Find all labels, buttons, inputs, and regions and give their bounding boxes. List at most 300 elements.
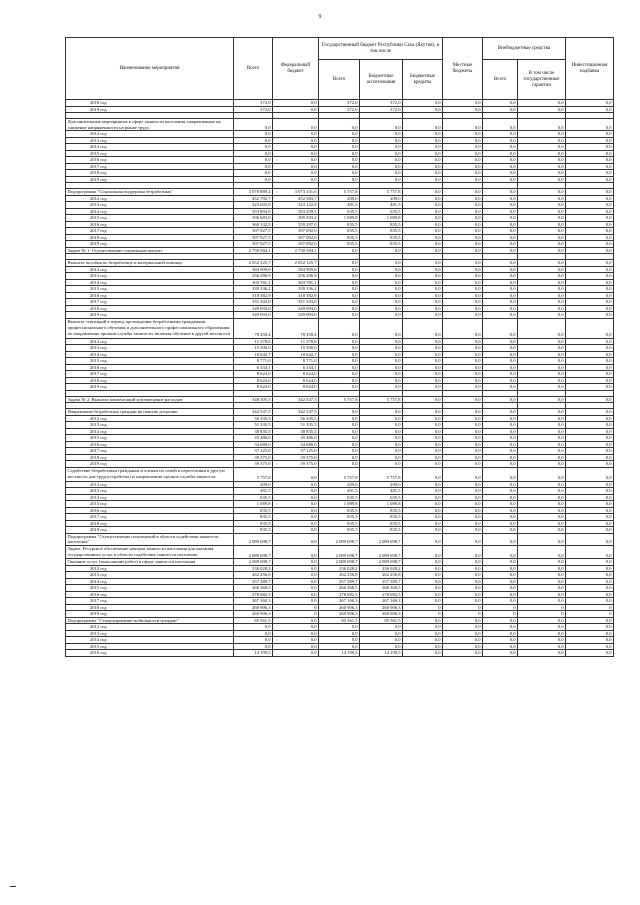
value-cell: 0,0	[518, 364, 566, 371]
value-cell: 372,0	[234, 106, 273, 113]
value-cell: 351 343,0	[234, 299, 273, 306]
value-cell: 236 028,2	[234, 565, 273, 572]
value-cell: 8 624,0	[234, 377, 273, 384]
value-cell: 0,0	[273, 533, 319, 545]
value-cell: 0,0	[443, 448, 483, 455]
value-cell: 0,0	[566, 501, 614, 508]
row-label: 2015 год	[66, 435, 234, 442]
value-cell: 0,0	[518, 448, 566, 455]
value-cell: 0,0	[483, 119, 518, 131]
value-cell: 0,0	[443, 637, 483, 644]
row-label: Оказание услуг (выполнение работ) в сфере занятости населения	[66, 559, 234, 566]
value-cell: 0,0	[319, 131, 360, 138]
value-cell: 0,0	[360, 266, 403, 273]
value-cell: 0,0	[566, 572, 614, 579]
value-cell: 0,0	[403, 565, 443, 572]
value-cell: 0,0	[360, 441, 403, 448]
value-cell: 11 378,6	[234, 338, 273, 345]
value-cell: 0,0	[443, 501, 483, 508]
value-cell: 0,0	[483, 467, 518, 481]
value-cell: 0,0	[566, 234, 614, 241]
value-cell: 0,0	[443, 351, 483, 358]
row-label: 2016 год	[66, 591, 234, 598]
row-label: 2013 год	[66, 202, 234, 209]
value-cell: 0,0	[403, 422, 443, 429]
value-cell: 0,0	[566, 630, 614, 637]
value-cell: 0,0	[566, 507, 614, 514]
value-cell: 260 906,3	[360, 604, 403, 611]
value-cell: 0,0	[403, 467, 443, 481]
value-cell: 0,0	[566, 286, 614, 293]
value-cell: 835,5	[234, 520, 273, 527]
value-cell: 0,0	[518, 247, 566, 254]
value-cell: 0,0	[360, 260, 403, 267]
value-cell: 0,0	[518, 507, 566, 514]
row-label: 2019 год	[66, 384, 234, 391]
value-cell: 0,0	[360, 358, 403, 365]
value-cell: 0,0	[518, 454, 566, 461]
value-cell: 0,0	[360, 345, 403, 352]
budget-table	[65, 37, 614, 657]
value-cell: 0,0	[403, 501, 443, 508]
value-cell: 0,0	[360, 409, 403, 416]
value-cell: 342 547,5	[273, 396, 319, 403]
value-cell: 0,0	[483, 299, 518, 306]
value-cell: 372,0	[234, 100, 273, 107]
value-cell: 0,0	[273, 488, 319, 495]
value-cell: 0,0	[319, 428, 360, 435]
value-cell: 266 368,5	[360, 585, 403, 592]
value-cell: 0,0	[566, 637, 614, 644]
value-cell: 0,0	[273, 637, 319, 644]
value-cell: 38 835,5	[273, 428, 319, 435]
value-cell: 6 334,1	[234, 364, 273, 371]
value-cell: 37 125,0	[234, 448, 273, 455]
value-cell: 0,0	[443, 533, 483, 545]
value-cell: 0,0	[360, 157, 403, 164]
value-cell: 0,0	[403, 585, 443, 592]
value-cell: 1 089,8	[319, 501, 360, 508]
value-cell: 0,0	[483, 488, 518, 495]
value-cell: 0,0	[483, 578, 518, 585]
value-cell: 0,0	[273, 527, 319, 534]
header-state-total: Всего	[319, 60, 360, 100]
value-cell: 0,0	[518, 467, 566, 481]
row-label: 2013 год	[66, 137, 234, 144]
value-cell: 0,0	[443, 345, 483, 352]
value-cell: 15 500,0	[273, 345, 319, 352]
value-cell: 0,0	[273, 624, 319, 631]
value-cell: 0,0	[403, 305, 443, 312]
value-cell: 0,0	[443, 279, 483, 286]
value-cell: 835,5	[319, 228, 360, 235]
value-cell: 0,0	[360, 643, 403, 650]
value-cell: 0,0	[483, 396, 518, 403]
value-cell: 0,0	[518, 643, 566, 650]
value-cell: 0,0	[566, 157, 614, 164]
value-cell: 0,0	[483, 572, 518, 579]
value-cell: 0,0	[443, 106, 483, 113]
value-cell: 0,0	[566, 144, 614, 151]
value-cell: 0,0	[443, 247, 483, 254]
value-cell: 2 089 698,7	[319, 533, 360, 545]
row-label: 2016 год	[66, 507, 234, 514]
value-cell: 0,0	[273, 150, 319, 157]
value-cell: 0,0	[403, 202, 443, 209]
value-cell: 0,0	[319, 286, 360, 293]
value-cell: 0,0	[483, 189, 518, 196]
value-cell: 37 125,0	[273, 448, 319, 455]
row-label: 2016 год	[66, 157, 234, 164]
value-cell: 0,0	[443, 545, 483, 559]
value-cell: 481,5	[319, 202, 360, 209]
value-cell: 0,0	[273, 494, 319, 501]
value-cell: 0,0	[403, 345, 443, 352]
header-total: Всего	[234, 38, 273, 100]
value-cell: 0,0	[443, 157, 483, 164]
value-cell: 10 642,7	[234, 351, 273, 358]
row-label: Задача № 1. Осуществление социальных выплат	[66, 247, 234, 254]
value-cell: 3 073 131,6	[273, 189, 319, 196]
value-cell: 0,0	[273, 630, 319, 637]
value-cell: 0,0	[234, 144, 273, 151]
value-cell: 1 089,8	[319, 215, 360, 222]
value-cell: 0	[443, 611, 483, 618]
value-cell: 0,0	[518, 273, 566, 280]
value-cell: 0,0	[319, 351, 360, 358]
value-cell: 0,0	[518, 170, 566, 177]
value-cell: 0,0	[403, 189, 443, 196]
value-cell: 835,5	[319, 527, 360, 534]
value-cell: 0,0	[360, 338, 403, 345]
value-cell: 0,0	[319, 435, 360, 442]
value-cell: 0,0	[483, 527, 518, 534]
header-federal: Федеральный бюджет	[273, 38, 319, 100]
value-cell: 0,0	[319, 150, 360, 157]
value-cell: 0,0	[403, 208, 443, 215]
value-cell: 8 771,0	[273, 358, 319, 365]
value-cell: 8 624,0	[234, 384, 273, 391]
value-cell: 0,0	[443, 650, 483, 657]
value-cell: 8 771,0	[234, 358, 273, 365]
value-cell: 0,0	[273, 106, 319, 113]
value-cell: 0,0	[319, 305, 360, 312]
value-cell: 260 906,3	[319, 611, 360, 618]
value-cell: 0,0	[443, 507, 483, 514]
value-cell: 2 089 698,7	[234, 545, 273, 559]
value-cell: 0,0	[403, 578, 443, 585]
value-cell: 0,0	[443, 100, 483, 107]
value-cell: 0,0	[566, 533, 614, 545]
value-cell: 34 680,0	[234, 441, 273, 448]
row-label: 2012 год	[66, 565, 234, 572]
value-cell: 0,0	[319, 163, 360, 170]
row-label: 2017 год	[66, 163, 234, 170]
value-cell: 0,0	[483, 650, 518, 657]
value-cell: 5 757,8	[319, 189, 360, 196]
header-offbudget-guaranteed: В том числе государственные гарантии	[518, 60, 566, 100]
value-cell: 0,0	[566, 131, 614, 138]
value-cell: 0,0	[403, 292, 443, 299]
value-cell: 0,0	[566, 358, 614, 365]
value-cell: 0,0	[319, 338, 360, 345]
value-cell: 0,0	[566, 494, 614, 501]
value-cell: 0,0	[403, 221, 443, 228]
value-cell: 0,0	[566, 163, 614, 170]
row-label: 2018 год	[66, 454, 234, 461]
value-cell: 209,0	[360, 481, 403, 488]
value-cell: 257 389,7	[319, 578, 360, 585]
value-cell: 0	[483, 611, 518, 618]
value-cell: 5 757,8	[360, 467, 403, 481]
value-cell: 260 906,3	[234, 604, 273, 611]
value-cell: 0,0	[566, 377, 614, 384]
value-cell: 85 561,5	[319, 617, 360, 624]
value-cell: 0,0	[483, 163, 518, 170]
value-cell: 0,0	[483, 292, 518, 299]
row-label: Задача № 2. Выплата компенсаций и возмещение расходов	[66, 396, 234, 403]
row-label: 2015 год	[66, 286, 234, 293]
value-cell: 0,0	[319, 144, 360, 151]
value-cell: 0,0	[483, 221, 518, 228]
value-cell: 0,0	[360, 286, 403, 293]
value-cell: 835,5	[319, 234, 360, 241]
value-cell: 256 286,9	[273, 273, 319, 280]
value-cell: 0,0	[403, 318, 443, 338]
value-cell: 0,0	[403, 195, 443, 202]
value-cell: 0,0	[566, 488, 614, 495]
value-cell: 0,0	[443, 137, 483, 144]
value-cell: 0,0	[360, 144, 403, 151]
row-label: Выплата пособия по безработице и материальной помощи	[66, 260, 234, 267]
value-cell: 0,0	[403, 428, 443, 435]
value-cell: 8 624,0	[273, 384, 319, 391]
value-cell: 0,0	[403, 312, 443, 319]
value-cell: 38 835,5	[234, 428, 273, 435]
row-label: 2019 год	[66, 611, 234, 618]
value-cell: 835,5	[360, 520, 403, 527]
row-label: 2018 год	[66, 520, 234, 527]
value-cell: 372,0	[360, 100, 403, 107]
row-label: 2015 год	[66, 215, 234, 222]
value-cell: 0,0	[483, 150, 518, 157]
row-label: Дополнительные мероприятия в сфере занятости населения, направленные на снижение напряженности на рынке труда	[66, 119, 234, 131]
value-cell: 0,0	[273, 131, 319, 138]
value-cell: 0,0	[360, 247, 403, 254]
value-cell: 0,0	[403, 358, 443, 365]
value-cell: 0,0	[403, 150, 443, 157]
value-cell: 0,0	[483, 415, 518, 422]
value-cell: 0,0	[483, 559, 518, 566]
value-cell: 0,0	[518, 228, 566, 235]
value-cell: 0,0	[443, 318, 483, 338]
value-cell: 1 089,8	[360, 501, 403, 508]
value-cell: 266 368,5	[319, 585, 360, 592]
value-cell: 0,0	[403, 527, 443, 534]
value-cell: 0,0	[483, 266, 518, 273]
value-cell: 342 547,5	[234, 409, 273, 416]
row-label: 2017 год	[66, 228, 234, 235]
value-cell: 0,0	[273, 507, 319, 514]
row-label: 2016 год	[66, 441, 234, 448]
value-cell: 835,5	[360, 228, 403, 235]
value-cell: 0,0	[403, 441, 443, 448]
value-cell: 359 297,0	[273, 221, 319, 228]
value-cell: 0,0	[566, 312, 614, 319]
value-cell: 0,0	[483, 312, 518, 319]
value-cell: 348 305,3	[234, 396, 273, 403]
value-cell: 0,0	[566, 591, 614, 598]
value-cell: 0,0	[273, 591, 319, 598]
value-cell: 78 458,4	[273, 318, 319, 338]
value-cell: 0,0	[518, 215, 566, 222]
value-cell: 0,0	[518, 195, 566, 202]
value-cell: 0,0	[483, 501, 518, 508]
value-cell: 835,5	[319, 507, 360, 514]
value-cell: 0,0	[483, 520, 518, 527]
value-cell: 0,0	[483, 545, 518, 559]
value-cell: 0,0	[518, 106, 566, 113]
value-cell: 0,0	[518, 630, 566, 637]
value-cell: 0,0	[360, 351, 403, 358]
value-cell: 0,0	[443, 454, 483, 461]
value-cell: 0,0	[483, 351, 518, 358]
value-cell: 635,5	[360, 208, 403, 215]
value-cell: 0,0	[443, 131, 483, 138]
value-cell: 835,5	[360, 241, 403, 248]
value-cell: 0,0	[360, 131, 403, 138]
value-cell: 0,0	[483, 241, 518, 248]
value-cell: 0,0	[566, 137, 614, 144]
value-cell: 0,0	[483, 157, 518, 164]
value-cell: 5 757,8	[360, 189, 403, 196]
value-cell: 0,0	[443, 266, 483, 273]
value-cell: 0,0	[443, 559, 483, 566]
value-cell: 45 486,0	[273, 435, 319, 442]
value-cell: 353 894,8	[234, 208, 273, 215]
value-cell: 0,0	[483, 435, 518, 442]
value-cell: 0,0	[518, 163, 566, 170]
value-cell: 0,0	[234, 643, 273, 650]
value-cell: 0,0	[443, 221, 483, 228]
value-cell: 0,0	[566, 338, 614, 345]
value-cell: 481,5	[319, 488, 360, 495]
row-label: 2019 год	[66, 106, 234, 113]
value-cell: 353 259,3	[273, 208, 319, 215]
header-investments: Инвестиционная надбавка	[566, 38, 614, 100]
value-cell: 5 757,8	[319, 467, 360, 481]
value-cell: 45 486,0	[234, 435, 273, 442]
value-cell: 0,0	[403, 170, 443, 177]
value-cell: 267 160,3	[234, 598, 273, 605]
value-cell: 0,0	[443, 514, 483, 521]
value-cell: 0,0	[403, 338, 443, 345]
value-cell: 0,0	[483, 305, 518, 312]
value-cell: 0,0	[234, 163, 273, 170]
value-cell: 0,0	[273, 170, 319, 177]
value-cell: 0,0	[319, 377, 360, 384]
value-cell: 339 336,2	[234, 286, 273, 293]
value-cell: 278 682,5	[360, 591, 403, 598]
value-cell: 0,0	[443, 202, 483, 209]
value-cell: 0,0	[443, 305, 483, 312]
row-label: 2014 год	[66, 428, 234, 435]
value-cell: 0,0	[360, 273, 403, 280]
value-cell: 0,0	[319, 247, 360, 254]
value-cell: 0	[518, 604, 566, 611]
value-cell: 0,0	[518, 292, 566, 299]
value-cell: 0,0	[443, 338, 483, 345]
value-cell: 0,0	[518, 279, 566, 286]
value-cell: 635,5	[234, 494, 273, 501]
value-cell: 635,5	[360, 494, 403, 501]
value-cell: 635,5	[319, 208, 360, 215]
row-label: 2012 год	[66, 266, 234, 273]
value-cell: 0,0	[273, 501, 319, 508]
value-cell: 0,0	[518, 100, 566, 107]
value-cell: 0,0	[518, 150, 566, 157]
value-cell: 0,0	[566, 318, 614, 338]
value-cell: 0,0	[403, 100, 443, 107]
value-cell: 397 092,0	[273, 228, 319, 235]
item-row	[66, 119, 614, 131]
value-cell: 5 757,8	[234, 467, 273, 481]
value-cell: 0,0	[319, 273, 360, 280]
value-cell: 0,0	[403, 514, 443, 521]
value-cell: 481,5	[234, 488, 273, 495]
value-cell: 0,0	[483, 144, 518, 151]
value-cell: 349 093,0	[273, 305, 319, 312]
value-cell: 0,0	[518, 565, 566, 572]
value-cell: 0,0	[273, 176, 319, 183]
value-cell: 0,0	[273, 578, 319, 585]
value-cell: 2 730 584,1	[273, 247, 319, 254]
value-cell: 0,0	[403, 435, 443, 442]
value-cell: 0,0	[566, 520, 614, 527]
value-cell: 0,0	[273, 565, 319, 572]
header-state-budget: Государственный бюджет Республики Саха (Якутия), в том числе	[319, 38, 443, 60]
row-label: Подпрограмма "Социальная поддержка безработных"	[66, 189, 234, 196]
value-cell: 0,0	[518, 384, 566, 391]
value-cell: 0,0	[518, 441, 566, 448]
value-cell: 0,0	[403, 481, 443, 488]
value-cell: 0,0	[273, 119, 319, 131]
value-cell: 5 757,8	[360, 396, 403, 403]
value-cell: 0,0	[443, 208, 483, 215]
value-cell: 0,0	[403, 279, 443, 286]
row-label: 2014 год	[66, 279, 234, 286]
value-cell: 0,0	[234, 170, 273, 177]
value-cell: 0,0	[518, 501, 566, 508]
value-cell: 2 089 698,7	[234, 559, 273, 566]
header-local: Местные бюджеты	[443, 38, 483, 100]
value-cell: 835,5	[360, 514, 403, 521]
item-row	[66, 533, 614, 545]
value-cell: 0,0	[518, 345, 566, 352]
value-cell: 0,0	[403, 377, 443, 384]
value-cell: 0,0	[360, 454, 403, 461]
row-label: 2018 год	[66, 377, 234, 384]
value-cell: 0,0	[234, 119, 273, 131]
row-label: Выплата стипендий в период прохождения безработными гражданами профессионального обучения и дополнительного профессионального образования по направлению органов службы занятости, включая обучение в другой местности	[66, 318, 234, 338]
header-offbudget: Внебюджетные средства	[483, 38, 566, 60]
value-cell: 0,0	[234, 157, 273, 164]
value-cell: 0,0	[403, 591, 443, 598]
row-label: Подпрограмма "Стимулирование мобильности граждан"	[66, 617, 234, 624]
value-cell: 3 078 889,4	[234, 189, 273, 196]
value-cell: 0	[403, 604, 443, 611]
row-label: 2013 год	[66, 630, 234, 637]
